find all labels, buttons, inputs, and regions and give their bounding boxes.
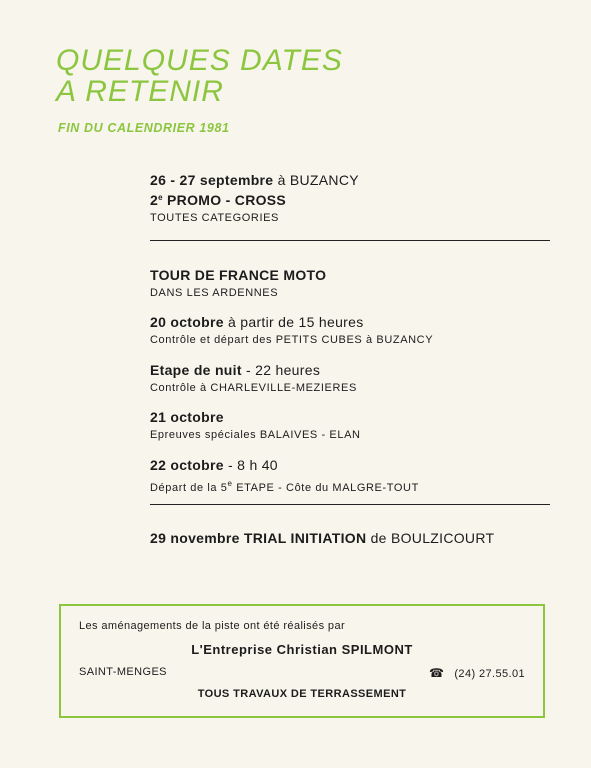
- event-number-suffix: e: [158, 193, 163, 202]
- tour-day-time: - 8 h 40: [228, 457, 278, 473]
- event-date: 26 - 27 septembre: [150, 172, 274, 188]
- divider: [150, 240, 550, 241]
- tour-title: TOUR DE FRANCE MOTO: [150, 267, 327, 283]
- event-trial: [150, 529, 570, 547]
- tour-day: [150, 408, 570, 443]
- title-line-2: A RETENIR: [56, 75, 224, 108]
- title-line-1: QUELQUES DATES: [56, 44, 343, 77]
- event-name: PROMO - CROSS: [167, 192, 287, 208]
- sponsor-intro: Les aménagements de la piste ont été réalisés par: [79, 620, 346, 632]
- divider: [150, 504, 550, 505]
- tour-day-date: 21 octobre: [150, 409, 224, 425]
- event-date: 29 novembre: [150, 530, 240, 546]
- detail-suffix: e: [227, 479, 233, 488]
- tour-day-date: 22 octobre: [150, 457, 224, 473]
- page-title: [56, 45, 343, 107]
- event-name: TRIAL INITIATION: [243, 530, 367, 546]
- tour-heading: [150, 266, 570, 301]
- event-place: de BOULZICOURT: [370, 530, 495, 546]
- tour-day-detail: Contrôle et départ des PETITS CUBES à BUZANCY: [150, 334, 434, 346]
- sponsor-town: SAINT-MENGES: [79, 666, 167, 678]
- tour-day-time: - 22 heures: [246, 362, 321, 378]
- telephone-icon: ☎: [429, 666, 445, 680]
- tour-day-time: à partir de 15 heures: [228, 314, 364, 330]
- detail-text: Départ de la 5: [150, 482, 228, 494]
- sponsor-company: L'Entreprise Christian SPILMONT: [191, 642, 413, 657]
- phone-number: (24) 27.55.01: [454, 668, 525, 680]
- tour-day-date: 20 octobre: [150, 314, 224, 330]
- sponsor-phone: [429, 666, 525, 680]
- sponsor-box: [59, 604, 545, 718]
- tour-day: [150, 313, 570, 348]
- event-promo-cross: [150, 171, 570, 226]
- tour-subtitle: DANS LES ARDENNES: [150, 287, 279, 299]
- event-place: à BUZANCY: [277, 172, 359, 188]
- sponsor-services: TOUS TRAVAUX DE TERRASSEMENT: [197, 688, 407, 700]
- tour-day: [150, 456, 570, 496]
- detail-text: ETAPE - Côte du MALGRE-TOUT: [232, 482, 419, 494]
- tour-day-detail: Contrôle à CHARLEVILLE-MEZIERES: [150, 382, 357, 394]
- event-category: TOUTES CATEGORIES: [150, 212, 279, 224]
- tour-day-detail: [150, 476, 570, 496]
- page-subtitle: FIN DU CALENDRIER 1981: [58, 121, 230, 135]
- tour-day-date: Etape de nuit: [150, 362, 242, 378]
- tour-day: [150, 361, 570, 396]
- tour-day-detail: Epreuves spéciales BALAIVES - ELAN: [150, 429, 361, 441]
- event-number: 2: [150, 192, 159, 208]
